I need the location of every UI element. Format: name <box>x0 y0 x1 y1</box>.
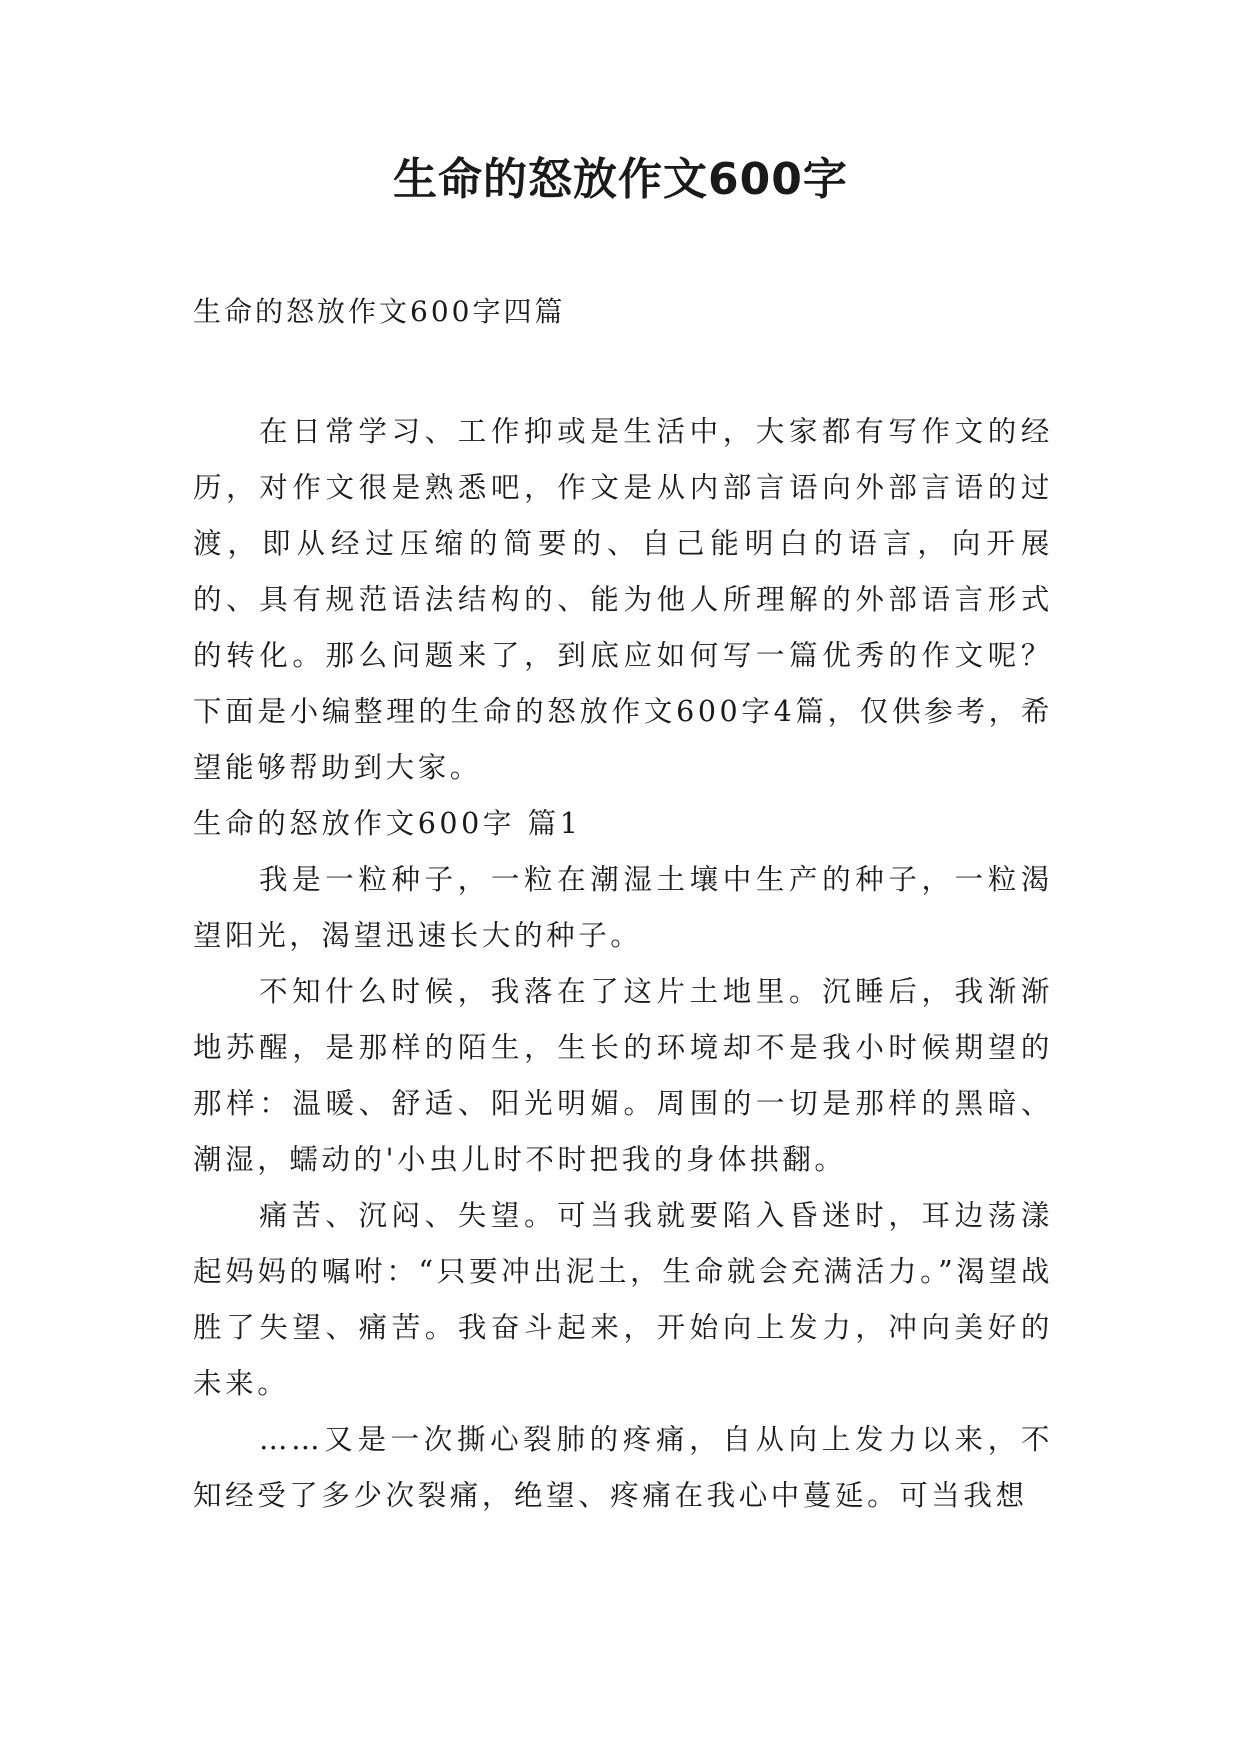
article-body <box>193 404 1053 1524</box>
section-heading: 生命的怒放作文600字 篇1 <box>193 807 582 840</box>
body-paragraph: 不知什么时候，我落在了这片土地里。沉睡后，我渐渐地苏醒，是那样的陌生，生长的环境却不是我小时候期望的那样：温暖、舒适、阳光明媚。周围的一切是那样的黑暗、潮湿，蠕动的'小虫儿时不时把我的身体拱翻。 <box>193 975 1053 1176</box>
page-title: 生命的怒放作文600字 <box>393 154 848 205</box>
document-subtitle: 生命的怒放作文600字四篇 <box>193 295 566 328</box>
intro-paragraph: 在日常学习、工作抑或是生活中，大家都有写作文的经历，对作文很是熟悉吧，作文是从内部言语向外部言语的过渡，即从经过压缩的简要的、自己能明白的语言，向开展的、具有规范语法结构的、能为他人所理解的外部语言形式的转化。那么问题来了，到底应如何写一篇优秀的作文呢？下面是小编整理的生命的怒放作文600字4篇，仅供参考，希望能够帮助到大家。 <box>193 415 1053 784</box>
body-paragraph: ……又是一次撕心裂肺的疼痛，自从向上发力以来，不知经受了多少次裂痛，绝望、疼痛在我心中蔓延。可当我想 <box>193 1423 1053 1512</box>
body-paragraph: 我是一粒种子，一粒在潮湿土壤中生产的种子，一粒渴望阳光，渴望迅速长大的种子。 <box>193 863 1053 952</box>
body-paragraph: 痛苦、沉闷、失望。可当我就要陷入昏迷时，耳边荡漾起妈妈的嘱咐：“只要冲出泥土，生命就会充满活力。”渴望战胜了失望、痛苦。我奋斗起来，开始向上发力，冲向美好的未来。 <box>193 1199 1053 1400</box>
